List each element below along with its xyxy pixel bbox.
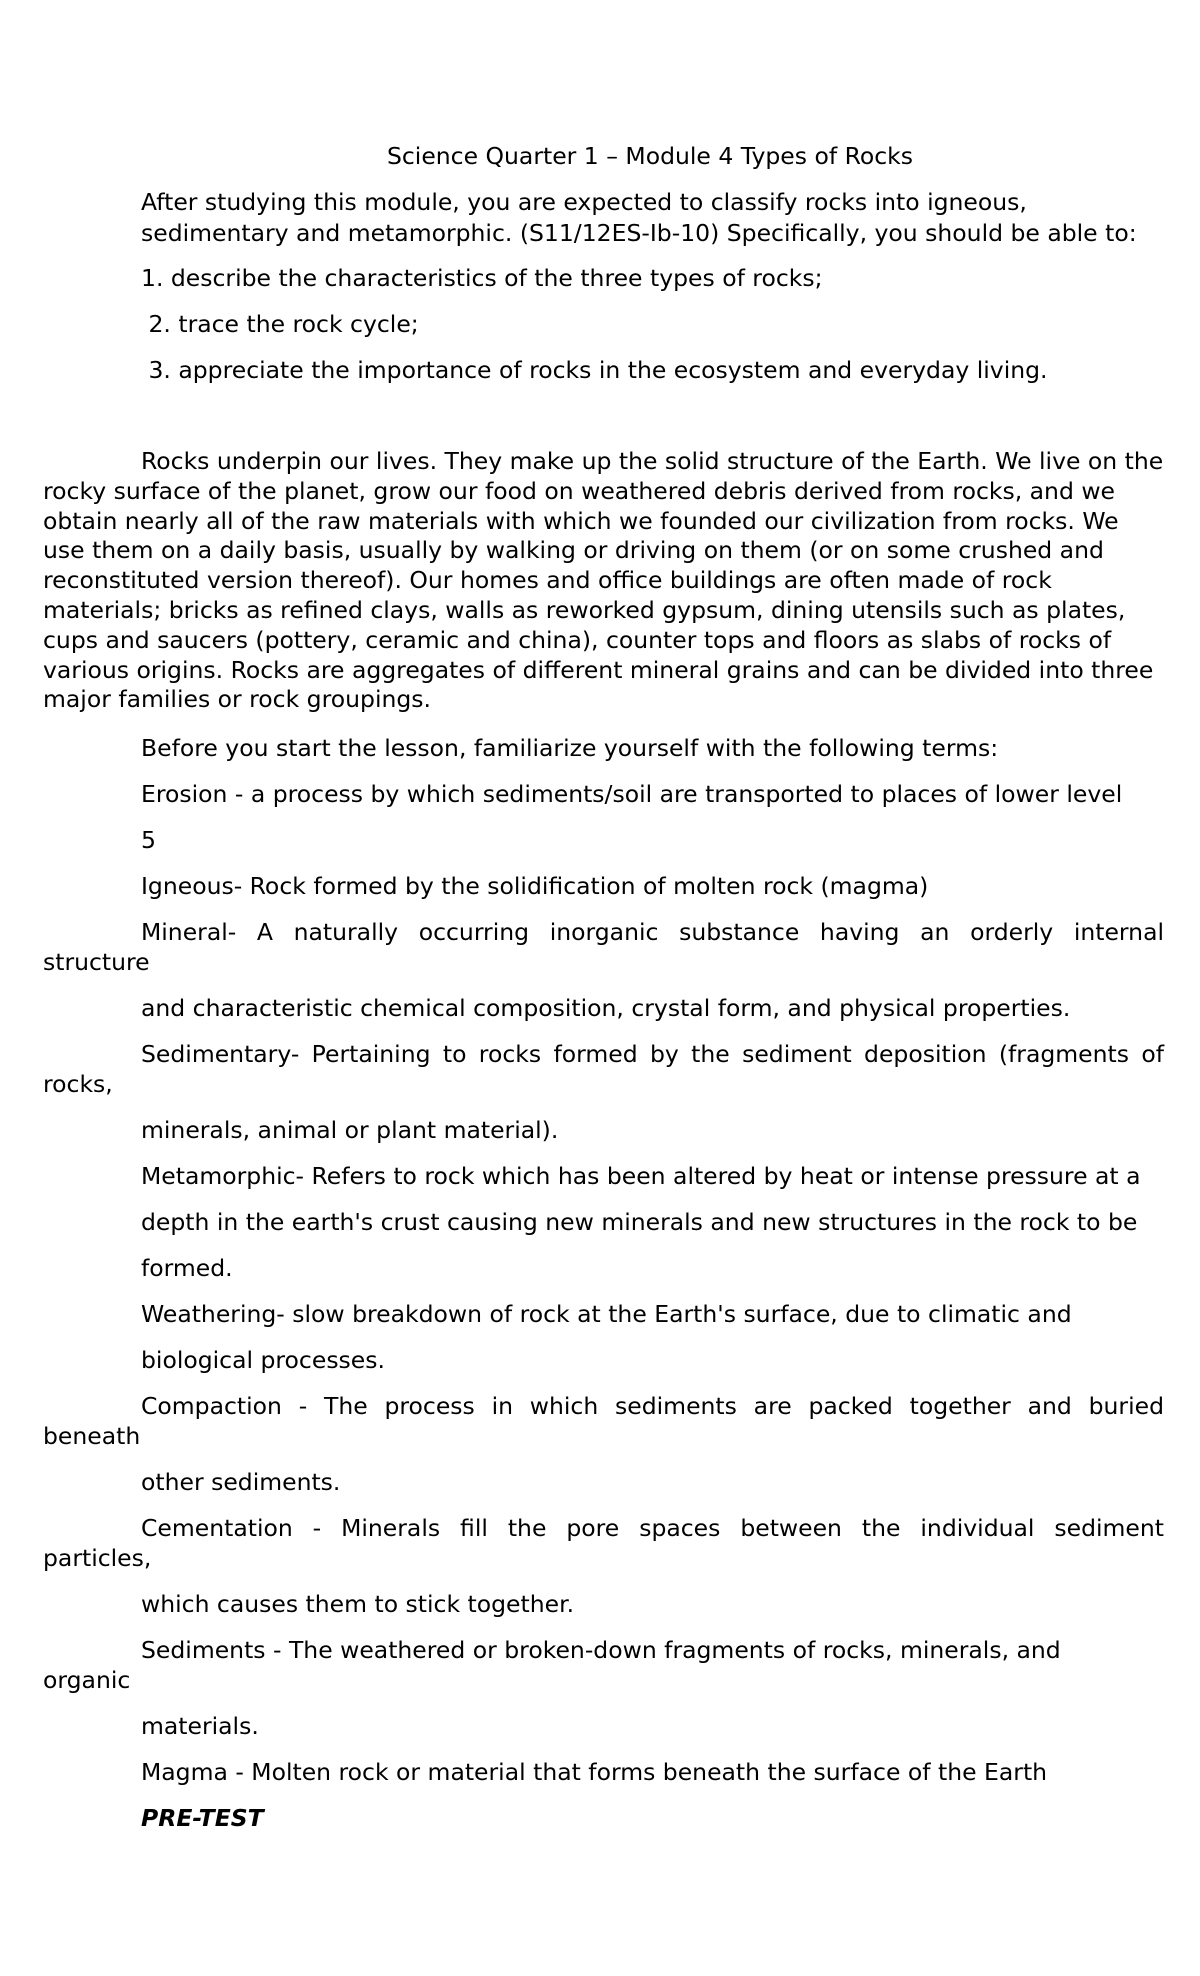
term-compaction-line-2: beneath xyxy=(43,1422,141,1450)
term-metamorphic-line-1: Metamorphic- Refers to rock which has been altered by heat or intense pressure at a xyxy=(141,1162,1141,1190)
term-erosion: Erosion - a process by which sediments/soil are transported to places of lower level xyxy=(141,780,1123,808)
term-weathering-line-1: Weathering- slow breakdown of rock at the Earth's surface, due to climatic and xyxy=(141,1300,1072,1328)
term-igneous: Igneous- Rock formed by the solidification of molten rock (magma) xyxy=(141,872,929,900)
page-number: 5 xyxy=(141,826,156,854)
term-mineral-line-2: structure xyxy=(43,948,150,976)
term-compaction-line-3: other sediments. xyxy=(141,1468,341,1496)
term-weathering-line-2: biological processes. xyxy=(141,1346,385,1374)
pretest-heading: PRE-TEST xyxy=(141,1804,264,1832)
term-mineral-line-1: Mineral- A naturally occurring inorganic substance having an orderly internal xyxy=(141,918,1164,946)
term-cementation-line-1: Cementation - Minerals fill the pore spaces between the individual sediment xyxy=(141,1514,1164,1542)
term-cementation-line-3: which causes them to stick together. xyxy=(141,1590,575,1618)
terms-intro: Before you start the lesson, familiarize yourself with the following terms: xyxy=(141,734,999,762)
term-sediments-line-2: organic xyxy=(43,1666,131,1694)
intro-paragraph: Rocks underpin our lives. They make up the solid structure of the Earth. We live on the rocky surface of the planet, grow our food on weathered debris derived from rocks, and we obtain nearly all of the raw materials with which we founded our civilization from rocks. We use them on a daily basis, usually by walking or driving on them (or on some crushed and reconstituted version thereof). Our homes and office buildings are often made of rock materials; bricks as refined clays, walls as reworked gypsum, dining utensils such as plates, cups and saucers (pottery, ceramic and china), counter tops and floors as slabs of rocks of various origins. Rocks are aggregates of different mineral grains and can be divided into three major families or rock groupings. xyxy=(43,447,1164,714)
term-cementation-line-2: particles, xyxy=(43,1544,152,1572)
term-sedimentary-line-1: Sedimentary- Pertaining to rocks formed by the sediment deposition (fragments of xyxy=(141,1040,1164,1068)
term-magma: Magma - Molten rock or material that forms beneath the surface of the Earth xyxy=(141,1758,1048,1786)
term-metamorphic-line-2: depth in the earth's crust causing new minerals and new structures in the rock to be xyxy=(141,1208,1138,1236)
term-sedimentary-line-3: minerals, animal or plant material). xyxy=(141,1116,559,1144)
objectives-intro-line-2: sedimentary and metamorphic. (S11/12ES-Ib-10) Specifically, you should be able to: xyxy=(141,219,1137,247)
objective-3: 3. appreciate the importance of rocks in the ecosystem and everyday living. xyxy=(141,356,1048,384)
objectives-intro-line-1: After studying this module, you are expected to classify rocks into igneous, xyxy=(141,188,1027,216)
term-metamorphic-line-3: formed. xyxy=(141,1254,233,1282)
term-sediments-line-3: materials. xyxy=(141,1712,259,1740)
objective-2: 2. trace the rock cycle; xyxy=(141,310,419,338)
page-title: Science Quarter 1 – Module 4 Types of Rocks xyxy=(386,142,914,170)
term-sedimentary-line-2: rocks, xyxy=(43,1070,113,1098)
term-compaction-line-1: Compaction - The process in which sediments are packed together and buried xyxy=(141,1392,1164,1420)
objective-1: 1. describe the characteristics of the three types of rocks; xyxy=(141,264,823,292)
term-sediments-line-1: Sediments - The weathered or broken-down fragments of rocks, minerals, and xyxy=(141,1636,1061,1664)
term-mineral-line-3: and characteristic chemical composition, crystal form, and physical properties. xyxy=(141,994,1071,1022)
